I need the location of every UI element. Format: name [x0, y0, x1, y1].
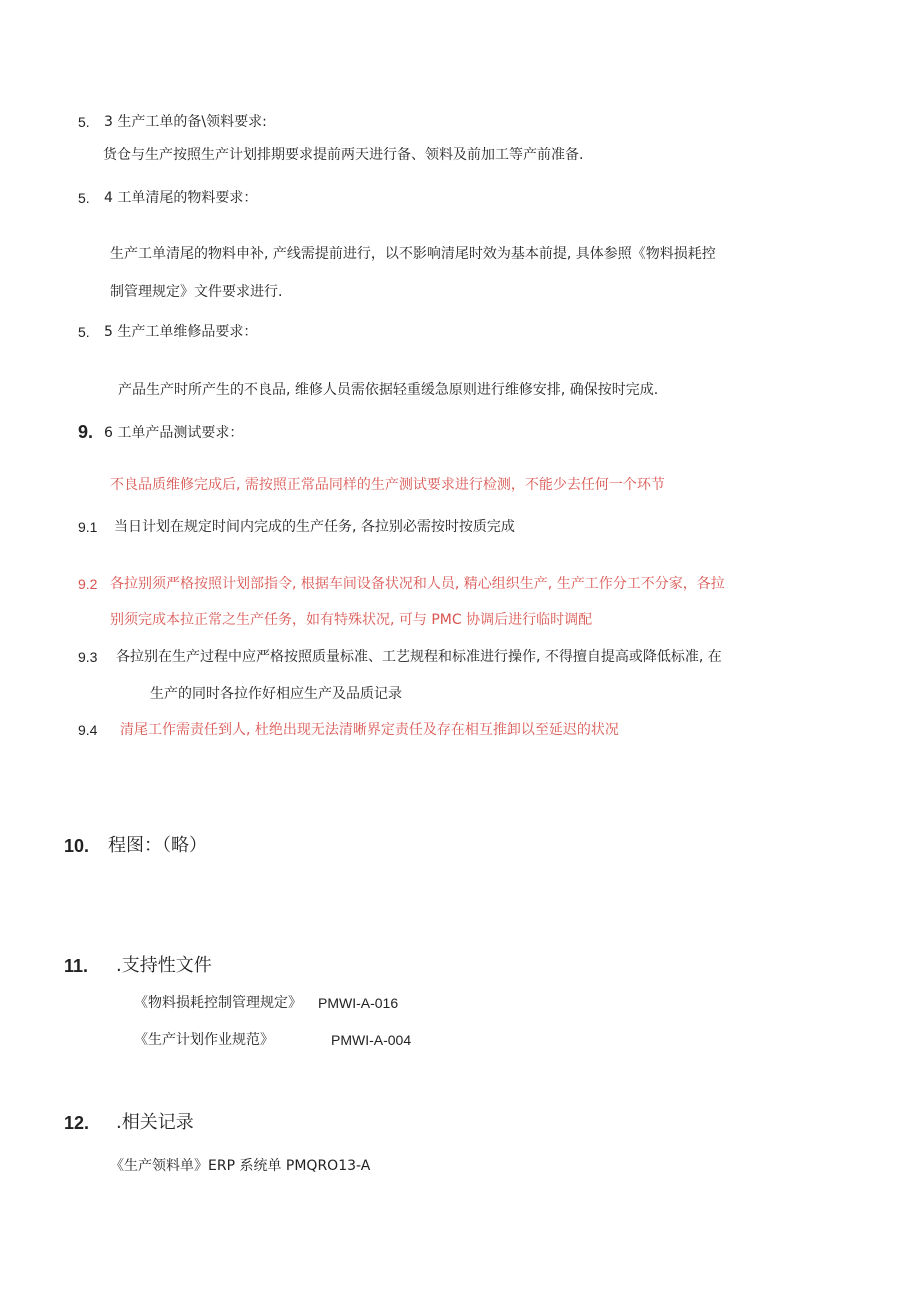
item-text: 当日计划在规定时间内完成的生产任务, 各拉别必需按时按质完成: [114, 519, 515, 535]
document-name: 《生产计划作业规范》: [134, 1032, 274, 1048]
section-number: 5.: [78, 324, 90, 340]
item-text: 生产的同时各拉作好相应生产及品质记录: [150, 686, 402, 702]
section-number: 5.: [78, 190, 90, 206]
document-name: 《物料损耗控制管理规定》: [134, 995, 302, 1011]
item-text: 各拉别须严格按照计划部指令, 根据车间设备状况和人员, 精心组织生产, 生产工作分工不分家，各拉: [110, 576, 725, 592]
section-title: 4 工单清尾的物料要求：: [104, 190, 258, 206]
section-number: 10.: [64, 836, 90, 856]
item-text: 各拉别在生产过程中应严格按照质量标准、工艺规程和标准进行操作, 不得擅自提高或降低标准, 在: [116, 649, 722, 665]
section-heading: 程图：（略）: [108, 835, 207, 856]
section-body: 制管理规定》文件要求进行.: [110, 284, 283, 300]
section-body-highlight: 不良品质维修完成后, 需按照正常品同样的生产测试要求进行检测，不能少去任何一个环节: [110, 477, 665, 493]
section-title: 6 工单产品测试要求：: [104, 425, 244, 441]
section-number: 9.: [78, 422, 94, 442]
section-body: 货仓与生产按照生产计划排期要求提前两天进行备、领料及前加工等产前准备.: [103, 147, 584, 163]
section-title: 3 生产工单的备\领料要求:: [104, 114, 267, 130]
document-code: PMWI-A-004: [331, 1032, 412, 1048]
section-heading: .相关记录: [116, 1112, 194, 1133]
item-number: 9.2: [78, 576, 98, 592]
section-body: 生产工单清尾的物料申补, 产线需提前进行，以不影响清尾时效为基本前提, 具体参照《物料损耗控: [110, 246, 716, 262]
item-text: 别须完成本拉正常之生产任务，如有特殊状况, 可与 PMC 协调后进行临时调配: [110, 612, 593, 628]
section-body: 产品生产时所产生的不良品, 维修人员需依据轻重缓急原则进行维修安排, 确保按时完成.: [118, 382, 659, 398]
section-number: 5.: [78, 114, 90, 130]
section-heading: .支持性文件: [116, 955, 212, 976]
item-number: 9.4: [78, 722, 98, 738]
record-entry: 《生产领料单》ERP 系统单 PMQRO13-A: [110, 1158, 371, 1174]
section-title: 5 生产工单维修品要求：: [104, 324, 258, 340]
section-number: 12.: [64, 1113, 90, 1133]
item-text: 清尾工作需责任到人, 杜绝出现无法清晰界定责任及存在相互推卸以至延迟的状况: [120, 722, 619, 738]
item-number: 9.1: [78, 519, 98, 535]
document-code: PMWI-A-016: [318, 995, 399, 1011]
item-number: 9.3: [78, 649, 98, 665]
section-number: 11.: [64, 956, 89, 976]
